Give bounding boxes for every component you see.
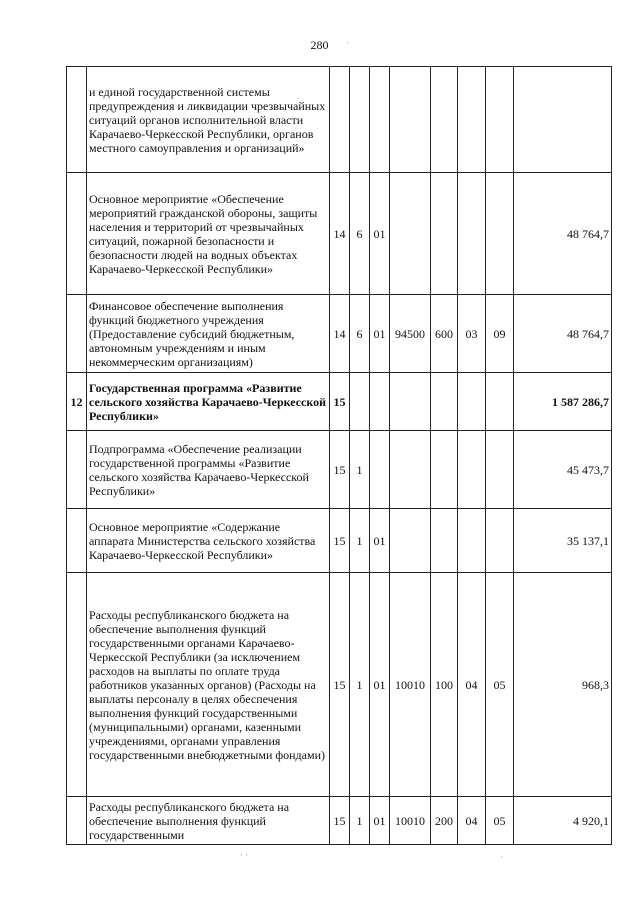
code-cell	[486, 173, 514, 295]
code-cell: 01	[370, 573, 390, 797]
code-cell	[431, 173, 458, 295]
row-index	[67, 295, 87, 373]
table-row	[67, 797, 612, 845]
code-cell: 04	[458, 797, 486, 845]
code-cell: 01	[370, 173, 390, 295]
code-cell: 15	[330, 797, 350, 845]
table-row	[67, 431, 612, 509]
row-description: Основное мероприятие «Содержание аппарата Министерства сельского хозяйства Карачаево-Черкесской Республики»	[87, 509, 330, 573]
code-cell: 05	[486, 573, 514, 797]
budget-table	[66, 66, 612, 845]
code-cell	[390, 67, 431, 173]
row-description: Расходы республиканского бюджета на обеспечение выполнения функций государственными	[87, 797, 330, 845]
code-cell: 94500	[390, 295, 431, 373]
code-cell	[350, 67, 370, 173]
code-cell	[458, 509, 486, 573]
scan-noise: ·	[346, 38, 349, 48]
table-row	[67, 373, 612, 431]
code-cell: 6	[350, 295, 370, 373]
row-index	[67, 67, 87, 173]
row-description: и единой государственной системы предупреждения и ликвидации чрезвычайных ситуаций органов исполнительной власти Карачаево-Черкесской Республики, органов местного самоуправления и организаций»	[87, 67, 330, 173]
table-row	[67, 509, 612, 573]
amount-cell: 45 473,7	[514, 431, 612, 509]
code-cell: 10010	[390, 573, 431, 797]
code-cell	[431, 509, 458, 573]
amount-cell	[514, 67, 612, 173]
code-cell	[330, 67, 350, 173]
amount-cell: 35 137,1	[514, 509, 612, 573]
code-cell	[350, 373, 370, 431]
code-cell: 04	[458, 573, 486, 797]
row-index: 12	[67, 373, 87, 431]
code-cell	[431, 431, 458, 509]
code-cell	[431, 373, 458, 431]
code-cell: 09	[486, 295, 514, 373]
code-cell: 600	[431, 295, 458, 373]
code-cell: 200	[431, 797, 458, 845]
code-cell: 01	[370, 509, 390, 573]
code-cell	[390, 509, 431, 573]
amount-cell: 48 764,7	[514, 295, 612, 373]
code-cell: 6	[350, 173, 370, 295]
code-cell: 1	[350, 573, 370, 797]
row-description: Финансовое обеспечение выполнения функций бюджетного учреждения (Предоставление субсидий бюджетным, автономным учреждениям и иным некоммерческим организациям)	[87, 295, 330, 373]
code-cell	[390, 373, 431, 431]
code-cell: 03	[458, 295, 486, 373]
amount-cell: 48 764,7	[514, 173, 612, 295]
row-index	[67, 797, 87, 845]
code-cell	[390, 173, 431, 295]
table-row	[67, 573, 612, 797]
code-cell: 1	[350, 797, 370, 845]
code-cell	[486, 509, 514, 573]
code-cell: 10010	[390, 797, 431, 845]
row-description: Расходы республиканского бюджета на обеспечение выполнения функций государственными органами Карачаево-Черкесской Республики (за исключением расходов на выплаты по оплате труда работников указанных органов) (Расходы на выплаты персоналу в целях обеспечения выполнения функций государственными (муниципальными) органами, казенными учреждениями, органами управления государственными внебюджетными фондами)	[87, 573, 330, 797]
page-number: 280	[310, 38, 329, 52]
code-cell: 01	[370, 295, 390, 373]
code-cell	[390, 431, 431, 509]
amount-cell: 4 920,1	[514, 797, 612, 845]
code-cell: 14	[330, 173, 350, 295]
code-cell	[431, 67, 458, 173]
row-description: Подпрограмма «Обеспечение реализации государственной программы «Развитие сельского хозяйства Карачаево-Черкесской Республики»	[87, 431, 330, 509]
table-row	[67, 173, 612, 295]
code-cell: 15	[330, 573, 350, 797]
code-cell	[458, 373, 486, 431]
code-cell	[486, 431, 514, 509]
row-index	[67, 573, 87, 797]
code-cell	[486, 67, 514, 173]
row-description: Государственная программа «Развитие сельского хозяйства Карачаево-Черкесской Республики»	[87, 373, 330, 431]
code-cell	[370, 373, 390, 431]
row-index	[67, 173, 87, 295]
table-row	[67, 295, 612, 373]
scan-noise: · ·	[240, 850, 249, 860]
code-cell: 1	[350, 509, 370, 573]
code-cell	[458, 67, 486, 173]
code-cell	[458, 173, 486, 295]
code-cell: 15	[330, 431, 350, 509]
row-index	[67, 509, 87, 573]
code-cell	[370, 67, 390, 173]
code-cell	[370, 431, 390, 509]
code-cell: 1	[350, 431, 370, 509]
code-cell	[458, 431, 486, 509]
code-cell	[486, 373, 514, 431]
code-cell: 15	[330, 509, 350, 573]
code-cell: 14	[330, 295, 350, 373]
amount-cell: 1 587 286,7	[514, 373, 612, 431]
row-description: Основное мероприятие «Обеспечение мероприятий гражданской обороны, защиты населения и территорий от чрезвычайных ситуаций, пожарной безопасности и безопасности людей на водных объектах Карачаево-Черкесской Республики»	[87, 173, 330, 295]
scan-noise: ·	[500, 852, 503, 862]
row-index	[67, 431, 87, 509]
code-cell: 05	[486, 797, 514, 845]
code-cell: 15	[330, 373, 350, 431]
code-cell: 01	[370, 797, 390, 845]
amount-cell: 968,3	[514, 573, 612, 797]
code-cell: 100	[431, 573, 458, 797]
table-row	[67, 67, 612, 173]
